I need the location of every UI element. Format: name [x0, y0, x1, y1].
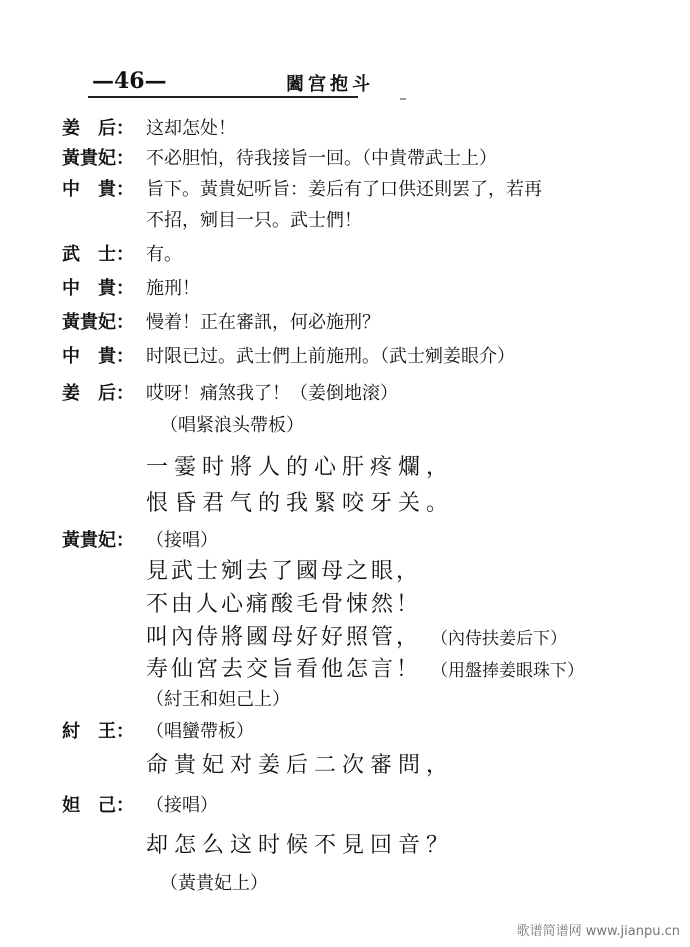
header-rule	[88, 96, 358, 98]
dialogue-text: （唱蠻帶板）	[146, 721, 254, 742]
lyric-text: 不由人心痛酸毛骨悚然！	[146, 592, 422, 617]
stage-direction-text: （黃貴妃上）	[160, 873, 268, 894]
watermark: 歌谱简谱网 www.jianpu.cn	[516, 924, 680, 939]
dialogue-text: 不必胆怕，待我接旨一回。（中貴帶武士上）	[146, 148, 497, 169]
page-number: —46—	[92, 68, 167, 94]
speaker-name: 姜 后：	[62, 383, 134, 404]
dialogue-text: 慢着！正在審訊，何必施刑？	[146, 312, 380, 333]
dialogue-text: 这却怎处！	[146, 118, 236, 139]
speaker-name: 中 貴：	[62, 346, 134, 367]
dialogue-text: （接唱）	[146, 795, 218, 816]
speaker-name: 妲 己：	[62, 795, 134, 816]
speaker-name: 黃貴妃：	[62, 148, 134, 169]
lyric-text: 見武士剜去了國母之眼，	[146, 559, 422, 584]
stage-direction-text: （紂王和妲己上）	[146, 689, 290, 710]
dialogue-text: 不招，剜目一只。武士們！	[146, 210, 362, 231]
lyric-words: 叫內侍將國母好好照管，	[146, 625, 422, 650]
lyric-text: 命貴妃对姜后二次審問，	[146, 753, 455, 778]
speaker-name: 武 士：	[62, 244, 134, 265]
lyric-text: 恨昏君气的我緊咬牙关。	[146, 491, 455, 516]
dialogue-text: 哎呀！痛煞我了！（姜倒地滚）	[146, 383, 398, 404]
page-header	[0, 62, 690, 102]
print-speck	[400, 98, 406, 100]
lyric-text: 一霎时將人的心肝疼爛，	[146, 455, 455, 480]
speaker-name: 中 貴：	[62, 179, 134, 200]
stage-direction-text: （用盤捧姜眼珠下）	[431, 661, 585, 681]
dialogue-text: 旨下。黃貴妃听旨：姜后有了口供还則罢了，若再	[146, 179, 542, 200]
lyric-text	[146, 658, 584, 683]
stage-direction-text: （內侍扶姜后下）	[431, 629, 568, 649]
stage-direction-text: （唱紧浪头帶板）	[160, 415, 304, 436]
lyric-text: 却怎么这时候不見回音？	[146, 833, 455, 858]
speaker-name: 黃貴妃：	[62, 312, 134, 333]
dialogue-text: 时限已过。武士們上前施刑。（武士剜姜眼介）	[146, 346, 515, 367]
speaker-name: 黃貴妃：	[62, 530, 134, 551]
lyric-text	[146, 626, 567, 651]
dialogue-text: 施刑！	[146, 278, 200, 299]
running-title: 闔宫抱斗	[286, 74, 374, 95]
speaker-name: 姜 后：	[62, 118, 134, 139]
speaker-name: 紂 王：	[62, 721, 134, 742]
dialogue-text: （接唱）	[146, 530, 218, 551]
lyric-words: 寿仙宮去交旨看他怎言！	[146, 657, 422, 682]
dialogue-text: 有。	[146, 244, 182, 265]
speaker-name: 中 貴：	[62, 278, 134, 299]
